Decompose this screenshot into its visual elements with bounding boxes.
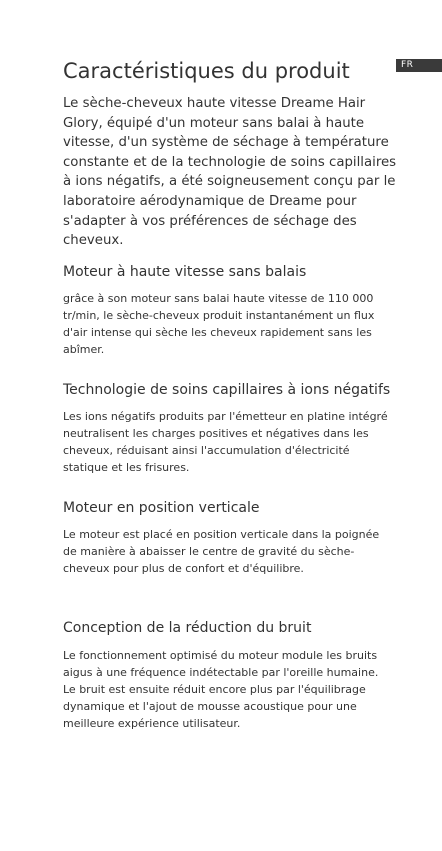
page-title: Caractéristiques du produit [63,59,350,83]
section-noise-reduction [63,618,393,732]
section-body: Les ions négatifs produits par l'émetteur en platine intégré neutralisent les charges positives et négatives dans les cheveux, réduisant ainsi l'accumulation d'électricité statique et les frisures. [63,410,388,474]
section-heading: Moteur en position verticale [63,500,260,516]
section-heading: Conception de la réduction du bruit [63,620,312,636]
section-vertical-motor [63,498,393,577]
section-heading: Technologie de soins capillaires à ions négatifs [63,382,391,398]
section-body: grâce à son moteur sans balai haute vitesse de 110 000 tr/min, le sèche-cheveux produit instantanément un flux d'air intense qui sèche les cheveux rapidement sans les abîmer. [63,292,375,356]
section-body: Le fonctionnement optimisé du moteur module les bruits aigus à une fréquence indétectable par l'oreille humaine. Le bruit est ensuite réduit encore plus par l'équilibrage dynamique et l'ajout de mousse acoustique pour une meilleure expérience utilisateur. [63,649,379,730]
section-heading: Moteur à haute vitesse sans balais [63,264,307,280]
section-body: Le moteur est placé en position verticale dans la poignée de manière à abaisser le centre de gravité du sèche-cheveux pour plus de confort et d'équilibre. [63,528,380,575]
section-negative-ions [63,380,393,476]
intro-paragraph: Le sèche-cheveux haute vitesse Dreame Hair Glory, équipé d'un moteur sans balai à haute vitesse, d'un système de séchage à température constante et de la technologie de soins capillaires à ions négatifs, a été soigneusement conçu par le laboratoire aérodynamique de Dreame pour s'adapter à vos préférences de séchage des cheveux. [63,96,397,249]
language-tag: FR [396,59,442,72]
section-brushless-motor [63,262,393,358]
